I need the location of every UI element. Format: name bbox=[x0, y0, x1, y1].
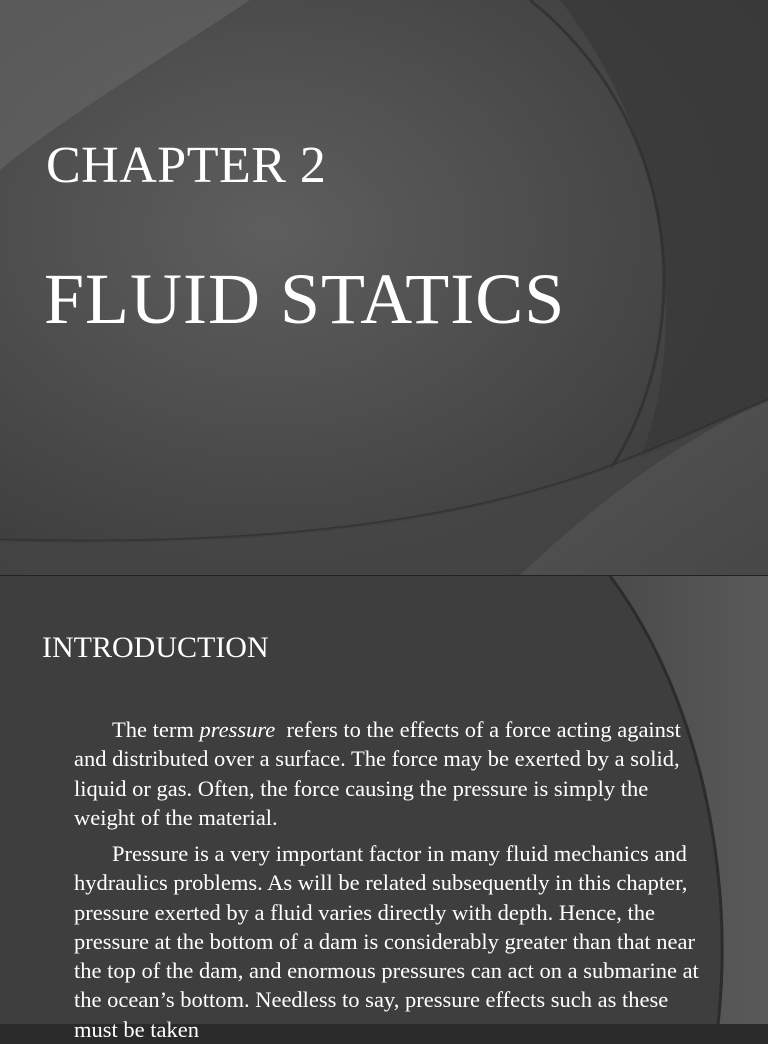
paragraph-1 bbox=[74, 715, 714, 832]
chapter-label: CHAPTER 2 bbox=[46, 137, 327, 194]
paragraph-2-text: Pressure is a very important factor in many fluid mechanics and hydraulics problems. As will be related subsequently in this chapter, pressure exerted by a fluid varies directly with depth. Hence, the pressure at the bottom of a dam is considerably greater than that near the top of the dam, and enormous pressures can act on a submarine at the ocean’s bottom. Needless to say, pressure effects such as these must be taken bbox=[74, 841, 699, 1042]
paragraph-1-start: The term bbox=[112, 717, 200, 742]
pressure-term: pressure bbox=[199, 717, 276, 742]
section-heading: INTRODUCTION bbox=[42, 631, 269, 664]
slide-title: FLUID STATICS bbox=[44, 259, 566, 339]
paragraph-2 bbox=[74, 839, 714, 1044]
paragraph-1-rest: refers to the effects of a force acting against and distributed over a surface. The force may be exerted by a solid, liquid or gas. Often, the force causing the pressure is simply the weight of the material. bbox=[74, 717, 687, 830]
introduction-slide bbox=[0, 576, 768, 1042]
